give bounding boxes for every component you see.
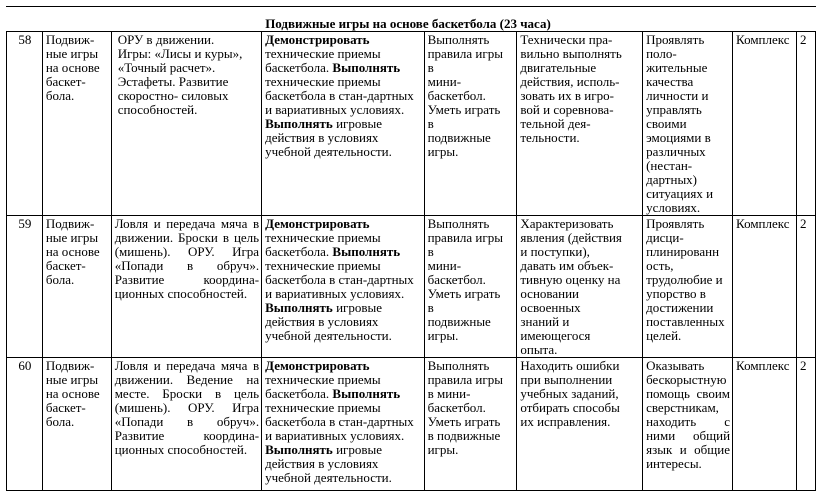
lesson-plan-table xyxy=(6,31,816,491)
activity-verb: Выполнять xyxy=(265,442,333,457)
lesson-content: Ловля и передача мяча в движении. Броски в цель (мишень). ОРУ. Игра «Попади в обруч». Развитие координа-ционных способностей. xyxy=(111,216,261,358)
lesson-type: Комплекс xyxy=(733,32,797,216)
activity-text: технические приемы баскетбола. xyxy=(265,372,381,401)
activity-text: технические приемы баскетбола в стан-дартных и вариативных условиях. xyxy=(265,258,414,301)
subject-results: Выполнять правила игры в мини- баскетбол. Уметь играть в подвижные игры. xyxy=(424,32,517,216)
lesson-content: ОРУ в движении. Игры: «Лисы и куры», «Точный расчет». Эстафеты. Развитие скоростно- силовых способностей. xyxy=(111,32,261,216)
table-row xyxy=(7,358,816,491)
lesson-number: 58 xyxy=(7,32,43,216)
personal-results: Оказывать бескорыстную помощь своим сверстникам, находить с ними общий язык и общие интересы. xyxy=(643,358,733,491)
student-activities xyxy=(262,358,425,491)
hours-count: 2 xyxy=(797,216,816,358)
activity-verb: Демонстрировать xyxy=(265,358,370,373)
activity-verb: Выполнять xyxy=(265,300,333,315)
lesson-number: 60 xyxy=(7,358,43,491)
activity-verb: Выполнять xyxy=(332,60,401,75)
activity-text: технические приемы баскетбола. xyxy=(265,46,381,75)
section-title: Подвижные игры на основе баскетбола (23 часа) xyxy=(265,16,551,31)
activity-verb: Демонстрировать xyxy=(265,32,370,47)
subject-results: Выполнять правила игры в мини- баскетбол. Уметь играть в подвижные игры. xyxy=(424,358,517,491)
activity-text: игровые действия в условиях учебной деятельности. xyxy=(265,442,392,485)
student-activities xyxy=(262,216,425,358)
metasubject-results: Характеризовать явления (действия и поступки), давать им объек- тивную оценку на основании освоенных знаний и имеющегося опыта. xyxy=(517,216,643,358)
personal-results: Проявлять дисци- плинированн ость, трудолюбие и упорство в достижении поставленных целей. xyxy=(643,216,733,358)
activity-text: технические приемы баскетбола в стан-дартных и вариативных условиях. xyxy=(265,74,414,117)
metasubject-results: Находить ошибки при выполнении учебных заданий, отбирать способы их исправления. xyxy=(517,358,643,491)
activity-verb: Выполнять xyxy=(332,386,401,401)
activity-verb: Выполнять xyxy=(265,116,333,131)
activity-text: технические приемы баскетбола. xyxy=(265,230,381,259)
lesson-topic: Подвиж- ные игры на основе баскет- бола. xyxy=(42,216,111,358)
lesson-content: Ловля и передача мяча в движении. Ведение на месте. Броски в цель (мишень). ОРУ. Игра «Попади в обруч». Развитие координа-ционных способностей. xyxy=(111,358,261,491)
activity-text: технические приемы баскетбола в стан-дартных и вариативных условиях. xyxy=(265,400,414,443)
subject-results: Выполнять правила игры в мини- баскетбол. Уметь играть в подвижные игры. xyxy=(424,216,517,358)
lesson-number: 59 xyxy=(7,216,43,358)
hours-count: 2 xyxy=(797,358,816,491)
activity-verb: Выполнять xyxy=(332,244,401,259)
student-activities xyxy=(262,32,425,216)
table-row xyxy=(7,216,816,358)
lesson-type: Комплекс xyxy=(733,216,797,358)
metasubject-results: Технически пра- вильно выполнять двигательные действия, исполь- зовать их в игро- вой и соревнова- тельной дея- тельности. xyxy=(517,32,643,216)
activity-text: игровые действия в условиях учебной деятельности. xyxy=(265,300,392,343)
activity-text: игровые действия в условиях учебной деятельности. xyxy=(265,116,392,159)
lesson-type: Комплекс xyxy=(733,358,797,491)
hours-count: 2 xyxy=(797,32,816,216)
lesson-topic: Подвиж- ные игры на основе баскет- бола. xyxy=(42,32,111,216)
personal-results: Проявлять поло- жительные качества личности и управлять своими эмоциями в различных (нестан- дартных) ситуациях и условиях. xyxy=(643,32,733,216)
lesson-topic: Подвиж- ные игры на основе баскет- бола. xyxy=(42,358,111,491)
activity-verb: Демонстрировать xyxy=(265,216,370,231)
table-row xyxy=(7,32,816,216)
